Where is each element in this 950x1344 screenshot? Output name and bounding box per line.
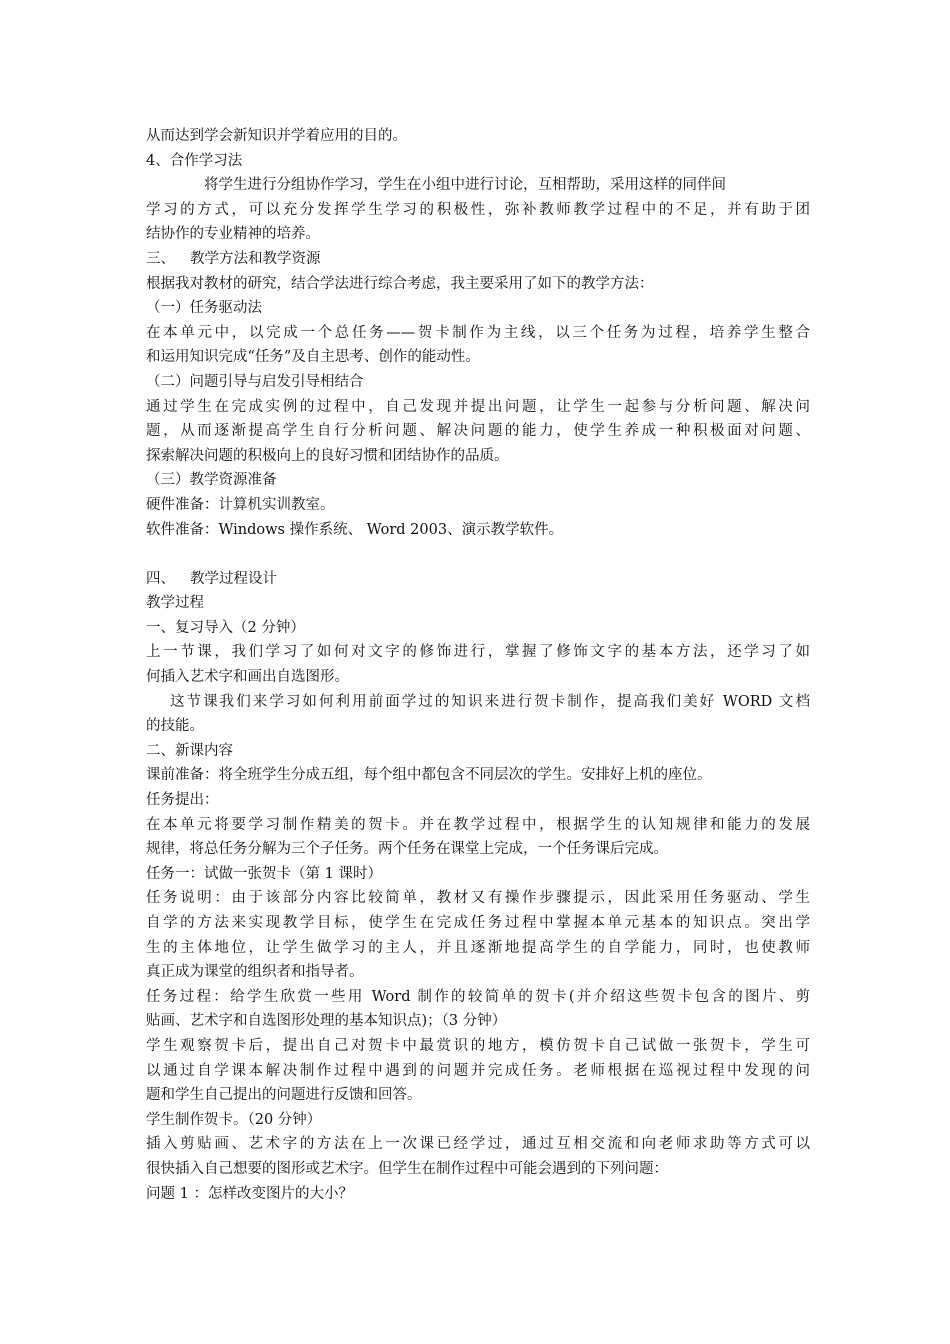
text-line: 将学生进行分组协作学习，学生在小组中进行讨论，互相帮助，采用这样的同伴间 — [204, 177, 726, 194]
text-line: 问题 1 ：怎样改变图片的大小？ — [146, 1185, 353, 1202]
text-line: 学生制作贺卡。（20 分钟） — [146, 1111, 322, 1128]
section-heading — [146, 247, 810, 272]
subsection-heading: 二、新课内容 — [146, 742, 233, 759]
section-title: 教学过程设计 — [190, 570, 277, 587]
section-heading — [146, 567, 810, 592]
section-number: 三、 — [146, 250, 175, 267]
text-line: 从而达到学会新知识并学着应用的目的。 — [146, 128, 407, 144]
text-line: 插入剪贴画、艺术字的方法在上一次课已经学过，通过互相交流和向老师求助等方式可以 — [146, 1136, 810, 1153]
text-line: 题和学生自己提出的问题进行反馈和回答。 — [146, 1087, 422, 1104]
blank-line — [146, 542, 810, 567]
text-line: 在本单元将要学习制作精美的贺卡。并在教学过程中，根据学生的认知规律和能力的发展 — [146, 816, 810, 833]
text-line: 探索解决问题的积极向上的良好习惯和团结协作的品质。 — [146, 447, 509, 464]
text-line: 通过学生在完成实例的过程中，自己发现并提出问题，让学生一起参与分析问题、解决问 — [146, 398, 810, 415]
subsection-heading: （一）任务驱动法 — [146, 300, 262, 317]
text-line: 根据我对教材的研究，结合学法进行综合考虑，我主要采用了如下的教学方法： — [146, 275, 654, 292]
text-line: 教学过程 — [146, 595, 204, 612]
text-line: 在本单元中，以完成一个总任务——贺卡制作为主线，以三个任务为过程，培养学生整合 — [146, 324, 810, 341]
text-line: 的技能。 — [146, 718, 204, 735]
text-line: 任务过程：给学生欣赏一些用 Word 制作的较简单的贺卡(并介绍这些贺卡包含的图片、剪 — [146, 988, 810, 1005]
section-heading: 4、合作学习法 — [146, 152, 243, 169]
text-line: 规律，将总任务分解为三个子任务。两个任务在课堂上完成，一个任务课后完成。 — [146, 841, 668, 858]
text-line: 和运用知识完成“任务”及自主思考、创作的能动性。 — [146, 349, 480, 366]
text-line: 上一节课，我们学习了如何对文字的修饰进行，掌握了修饰文字的基本方法，还学习了如 — [146, 644, 810, 661]
text-line: 结协作的专业精神的培养。 — [146, 226, 320, 243]
text-line: 何插入艺术字和画出自选图形。 — [146, 669, 349, 686]
subsection-heading: （二）问题引导与启发引导相结合 — [146, 373, 364, 390]
text-line: 硬件准备：计算机实训教室。 — [146, 496, 335, 513]
text-line: 很快插入自己想要的图形或艺术字。但学生在制作过程中可能会遇到的下列问题： — [146, 1160, 668, 1177]
text-line: 学习的方式，可以充分发挥学生学习的积极性，弥补教师教学过程中的不足，并有助于团 — [146, 201, 810, 218]
text-line: 这节课我们来学习如何利用前面学过的知识来进行贺卡制作，提高我们美好 WORD 文档 — [170, 693, 810, 710]
text-line: 软件准备：Windows 操作系统、 Word 2003、演示教学软件。 — [146, 521, 564, 538]
subsection-heading: 一、复习导入（2 分钟） — [146, 619, 305, 636]
text-line: 任务说明：由于该部分内容比较简单，教材又有操作步骤提示，因此采用任务驱动、学生 — [146, 890, 810, 907]
text-line: 学生观察贺卡后，提出自己对贺卡中最赏识的地方，模仿贺卡自己试做一张贺卡，学生可 — [146, 1037, 810, 1054]
text-line: 真正成为课堂的组织者和指导者。 — [146, 964, 364, 981]
text-line: 任务提出： — [146, 792, 219, 809]
text-line: 贴画、艺术字和自选图形处理的基本知识点)；（3 分钟） — [146, 1013, 507, 1030]
subsection-heading: （三）教学资源准备 — [146, 472, 277, 489]
section-title: 教学方法和教学资源 — [190, 250, 321, 267]
text-line: 生的主体地位，让学生做学习的主人，并且逐渐地提高学生的自学能力，同时，也使教师 — [146, 939, 810, 956]
text-line: 自学的方法来实现教学目标，使学生在完成任务过程中掌握本单元基本的知识点。突出学 — [146, 915, 810, 931]
document-body — [146, 124, 810, 1206]
text-line: 以通过自学课本解决制作过程中遇到的问题并完成任务。老师根据在巡视过程中发现的问 — [146, 1062, 810, 1079]
text-line: 课前准备：将全班学生分成五组，每个组中都包含不同层次的学生。安排好上机的座位。 — [146, 767, 712, 784]
subsection-heading: 任务一：试做一张贺卡（第 1 课时） — [146, 865, 382, 882]
section-number: 四、 — [146, 570, 175, 587]
text-line: 题，从而逐渐提高学生自行分析问题、解决问题的能力，使学生养成一种积极面对问题、 — [146, 423, 810, 440]
